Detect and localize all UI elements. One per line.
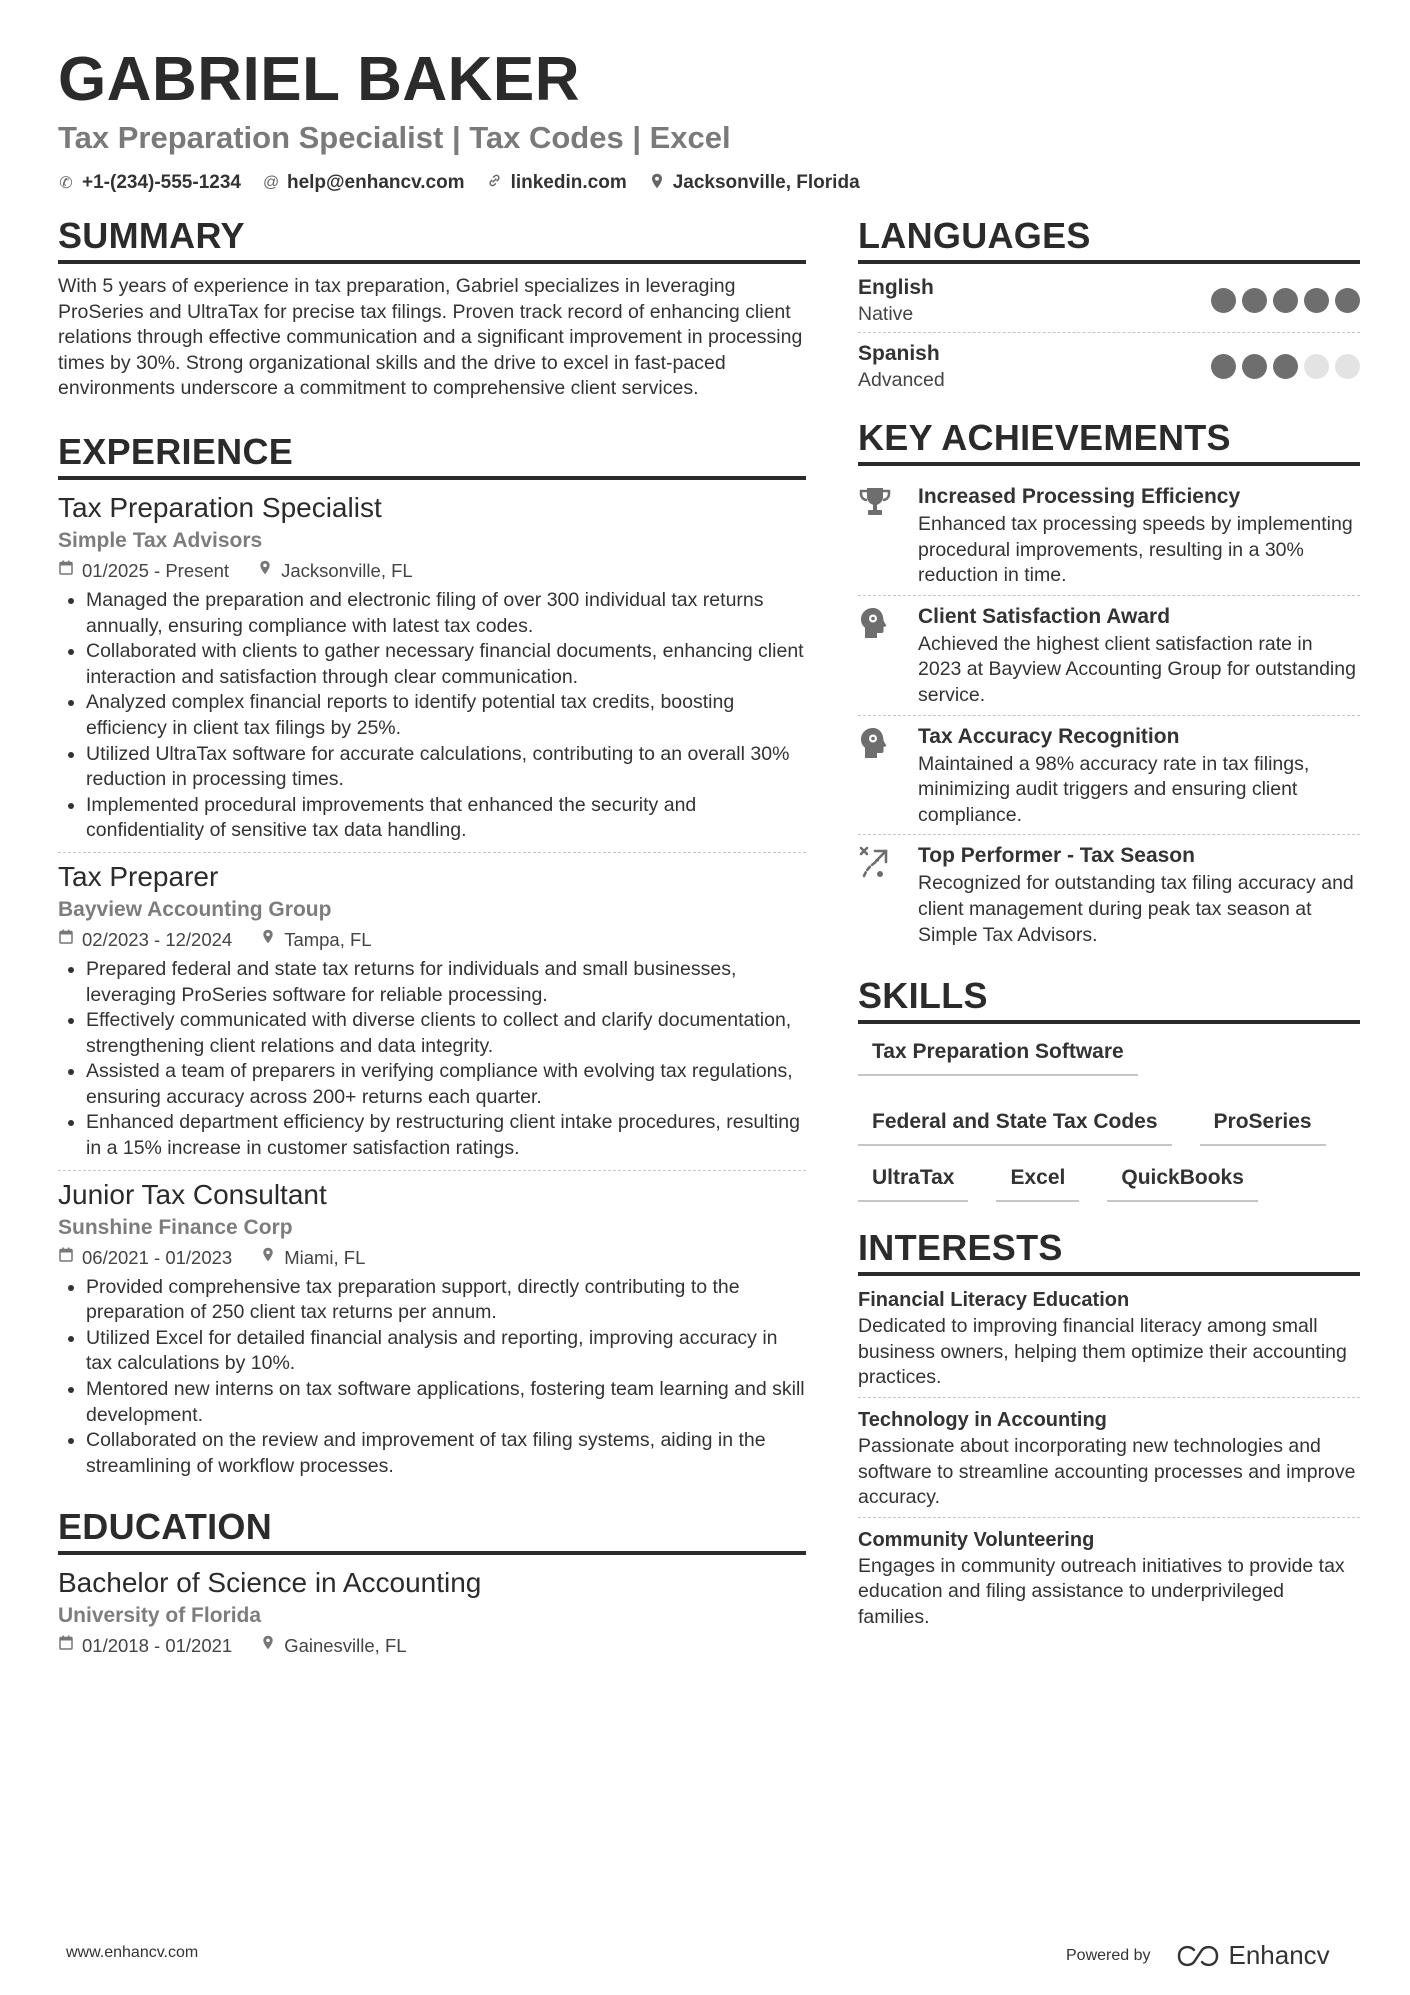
skill-tag: QuickBooks <box>1107 1160 1258 1202</box>
language-name: Spanish <box>858 342 940 365</box>
contact-bar <box>58 172 1358 194</box>
rating-dot-filled <box>1242 288 1267 313</box>
skill-tag: Federal and State Tax Codes <box>858 1104 1172 1146</box>
strategy-icon <box>858 841 898 948</box>
languages-section <box>858 216 1360 398</box>
job-meta <box>58 925 806 955</box>
link-icon <box>487 173 503 193</box>
job-location-text: Tampa, FL <box>284 928 372 950</box>
achievement-desc: Maintained a 98% accuracy rate in tax filings, minimizing audit triggers and ensuring client compliance. <box>918 752 1310 826</box>
job-bullet: • Enhanced department efficiency by restructuring client intake procedures, resulting in a 15% increase in customer satisfaction ratings. <box>86 1110 806 1161</box>
achievements-section <box>858 418 1360 954</box>
job-location <box>260 1243 365 1273</box>
interest-desc: Dedicated to improving financial literacy among small business owners, helping them optimize their accounting practices. <box>858 1315 1347 1389</box>
job-location <box>260 925 371 955</box>
location-pin-icon <box>260 925 276 955</box>
job-dates <box>58 1243 232 1273</box>
email-text: help@enhancv.com <box>286 172 465 193</box>
interest-desc: Engages in community outreach initiatives to provide tax education and filing assistance to underprivileged families. <box>858 1554 1345 1628</box>
job-bullet: • Assisted a team of preparers in verifying compliance with evolving tax regulations, ensuring accuracy across 200+ returns each quarter. <box>86 1059 806 1110</box>
skill-tag: UltraTax <box>858 1160 968 1202</box>
achievement-desc: Achieved the highest client satisfaction rate in 2023 at Bayview Accounting Group for outstanding service. <box>918 632 1356 706</box>
interest-title: Community Volunteering <box>858 1528 1095 1551</box>
job-bullet: • Utilized UltraTax software for accurate calculations, contributing to an overall 30% reduction in processing times. <box>86 742 806 793</box>
job-bullet: • Utilized Excel for detailed financial analysis and reporting, improving accuracy in tax calculations by 10%. <box>86 1326 806 1377</box>
job-meta <box>58 1243 806 1273</box>
education-location <box>260 1631 406 1661</box>
achievement-item <box>858 596 1360 716</box>
skills-section <box>858 976 1360 1202</box>
degree-title: Bachelor of Science in Accounting <box>58 1567 482 1599</box>
job-entry <box>58 859 806 1171</box>
linkedin-text: linkedin.com <box>510 172 627 193</box>
rating-dot-filled <box>1242 354 1267 379</box>
contact-email[interactable] <box>263 172 465 194</box>
skill-tag: ProSeries <box>1200 1104 1326 1146</box>
job-dates <box>58 556 229 586</box>
achievements-heading: KEY ACHIEVEMENTS <box>858 418 1360 466</box>
interest-item <box>858 1406 1360 1518</box>
rating-dot-filled <box>1304 288 1329 313</box>
skills-list <box>858 1034 1360 1202</box>
candidate-headline: Tax Preparation Specialist | Tax Codes | Excel <box>58 120 731 155</box>
interest-title: Technology in Accounting <box>858 1408 1107 1431</box>
language-rating <box>1211 354 1360 379</box>
summary-section <box>58 216 806 402</box>
footer-powered-by <box>1066 1940 1330 1971</box>
education-section <box>58 1507 806 1661</box>
achievement-item <box>858 716 1360 836</box>
job-bullet: • Prepared federal and state tax returns for individuals and small businesses, leveraging ProSeries software for reliable processing. <box>86 957 806 1008</box>
job-bullet: • Effectively communicated with diverse clients to collect and clarify documentation, strengthening client relations and data integrity. <box>86 1008 806 1059</box>
education-dates <box>58 1631 232 1661</box>
experience-heading: EXPERIENCE <box>58 432 806 480</box>
skill-tag: Tax Preparation Software <box>858 1034 1138 1076</box>
contact-phone[interactable] <box>58 172 241 194</box>
summary-heading: SUMMARY <box>58 216 806 264</box>
job-meta <box>58 556 806 586</box>
job-title: Tax Preparer <box>58 860 219 892</box>
language-level: Native <box>858 303 914 325</box>
powered-by-label: Powered by <box>1066 1946 1151 1964</box>
experience-section <box>58 432 806 1487</box>
interests-section <box>858 1228 1360 1636</box>
achievement-title: Top Performer - Tax Season <box>918 844 1195 868</box>
interests-heading: INTERESTS <box>858 1228 1360 1276</box>
rating-dot-filled <box>1211 354 1236 379</box>
job-dates <box>58 925 232 955</box>
calendar-icon <box>58 556 74 586</box>
interest-title: Financial Literacy Education <box>858 1289 1130 1312</box>
job-entry <box>58 1177 806 1488</box>
achievement-item <box>858 835 1360 954</box>
footer-website[interactable]: www.enhancv.com <box>66 1944 199 1961</box>
resume-header <box>58 44 1358 194</box>
job-bullets <box>58 1275 806 1480</box>
location-text: Jacksonville, Florida <box>672 172 860 193</box>
education-meta <box>58 1631 806 1661</box>
rating-dot-filled <box>1335 288 1360 313</box>
location-pin-icon <box>260 1631 276 1661</box>
job-title: Tax Preparation Specialist <box>58 491 382 523</box>
calendar-icon <box>58 1631 74 1661</box>
job-location-text: Miami, FL <box>284 1246 366 1268</box>
rating-dot-empty <box>1335 354 1360 379</box>
rating-dot-filled <box>1211 288 1236 313</box>
rating-dot-filled <box>1273 288 1298 313</box>
right-column <box>858 216 1360 1644</box>
achievement-title: Increased Processing Efficiency <box>918 485 1241 508</box>
skill-tag: Excel <box>996 1160 1079 1202</box>
job-bullet: • Analyzed complex financial reports to identify potential tax credits, boosting efficiency in client tax filings by 25%. <box>86 690 806 741</box>
achievement-title: Client Satisfaction Award <box>918 604 1171 628</box>
enhancv-logo[interactable] <box>1175 1940 1330 1971</box>
job-location <box>257 556 413 586</box>
job-bullet: • Collaborated with clients to gather necessary financial documents, enhancing client interaction and satisfaction through clear communication. <box>86 639 806 690</box>
job-dates-text: 06/2021 - 01/2023 <box>82 1246 233 1268</box>
achievement-item <box>858 476 1360 596</box>
candidate-name: GABRIEL BAKER <box>58 45 581 114</box>
job-company: Sunshine Finance Corp <box>58 1215 293 1239</box>
interest-desc: Passionate about incorporating new technologies and software to streamline accounting processes and improve accuracy. <box>858 1434 1356 1509</box>
contact-location <box>649 172 860 194</box>
head-icon <box>858 722 898 829</box>
location-pin-icon <box>260 1243 276 1273</box>
job-bullets <box>58 588 806 844</box>
interest-item <box>858 1526 1360 1637</box>
education-location-text: Gainesville, FL <box>284 1635 407 1657</box>
rating-dot-filled <box>1273 354 1298 379</box>
achievement-desc: Enhanced tax processing speeds by implementing procedural improvements, resulting in a 30% reduction in time. <box>918 513 1353 587</box>
summary-text: With 5 years of experience in tax preparation, Gabriel specializes in leveraging ProSeries and UltraTax for precise tax filings. Proven track record of enhancing client relations through effective communication and a significant improvement in processing times by 30%. Strong organizational skills and the drive to excel in fast-paced environments underscore a commitment to comprehensive client services. <box>58 275 803 400</box>
job-bullet: • Managed the preparation and electronic filing of over 300 individual tax returns annually, ensuring compliance with latest tax codes. <box>86 588 806 639</box>
job-title: Junior Tax Consultant <box>58 1178 327 1210</box>
location-pin-icon <box>649 173 665 194</box>
job-bullet: • Mentored new interns on tax software applications, fostering team learning and skill development. <box>86 1377 806 1428</box>
contact-linkedin[interactable] <box>487 172 627 194</box>
rating-dot-empty <box>1304 354 1329 379</box>
education-heading: EDUCATION <box>58 1507 806 1555</box>
job-bullet: • Collaborated on the review and improvement of tax filing systems, aiding in the streamlining of workflow processes. <box>86 1428 806 1479</box>
trophy-icon <box>858 482 898 589</box>
calendar-icon <box>58 1243 74 1273</box>
skills-heading: SKILLS <box>858 976 1360 1024</box>
interest-item <box>858 1286 1360 1398</box>
languages-heading: LANGUAGES <box>858 216 1360 264</box>
job-dates-text: 01/2025 - Present <box>82 559 230 581</box>
at-icon: @ <box>262 174 280 191</box>
school-name: University of Florida <box>58 1604 262 1628</box>
achievement-title: Tax Accuracy Recognition <box>918 724 1180 748</box>
achievement-desc: Recognized for outstanding tax filing accuracy and client management during peak tax season at Simple Tax Advisors. <box>918 872 1354 946</box>
brand-text: Enhancv <box>1228 1940 1330 1970</box>
job-bullets <box>58 957 806 1162</box>
language-rating <box>1211 288 1360 313</box>
language-name: English <box>858 276 934 299</box>
location-pin-icon <box>257 556 273 586</box>
job-company: Bayview Accounting Group <box>58 897 332 921</box>
job-company: Simple Tax Advisors <box>58 528 263 552</box>
language-item <box>858 340 1360 398</box>
head-icon <box>858 602 898 709</box>
language-level: Advanced <box>858 369 945 391</box>
phone-icon: ✆ <box>59 175 73 192</box>
phone-text: +1-(234)-555-1234 <box>82 172 241 193</box>
enhancv-logo-mark-icon <box>1175 1944 1221 1968</box>
education-dates-text: 01/2018 - 01/2021 <box>82 1635 233 1657</box>
job-bullet: • Provided comprehensive tax preparation support, directly contributing to the preparation of 250 client tax returns per annum. <box>86 1275 806 1326</box>
job-dates-text: 02/2023 - 12/2024 <box>82 928 233 950</box>
job-location-text: Jacksonville, FL <box>281 559 413 581</box>
left-column <box>58 216 806 1661</box>
language-item <box>858 274 1360 333</box>
calendar-icon <box>58 925 74 955</box>
job-entry <box>58 490 806 853</box>
job-bullet: • Implemented procedural improvements that enhanced the security and confidentiality of sensitive tax data handling. <box>86 793 806 844</box>
